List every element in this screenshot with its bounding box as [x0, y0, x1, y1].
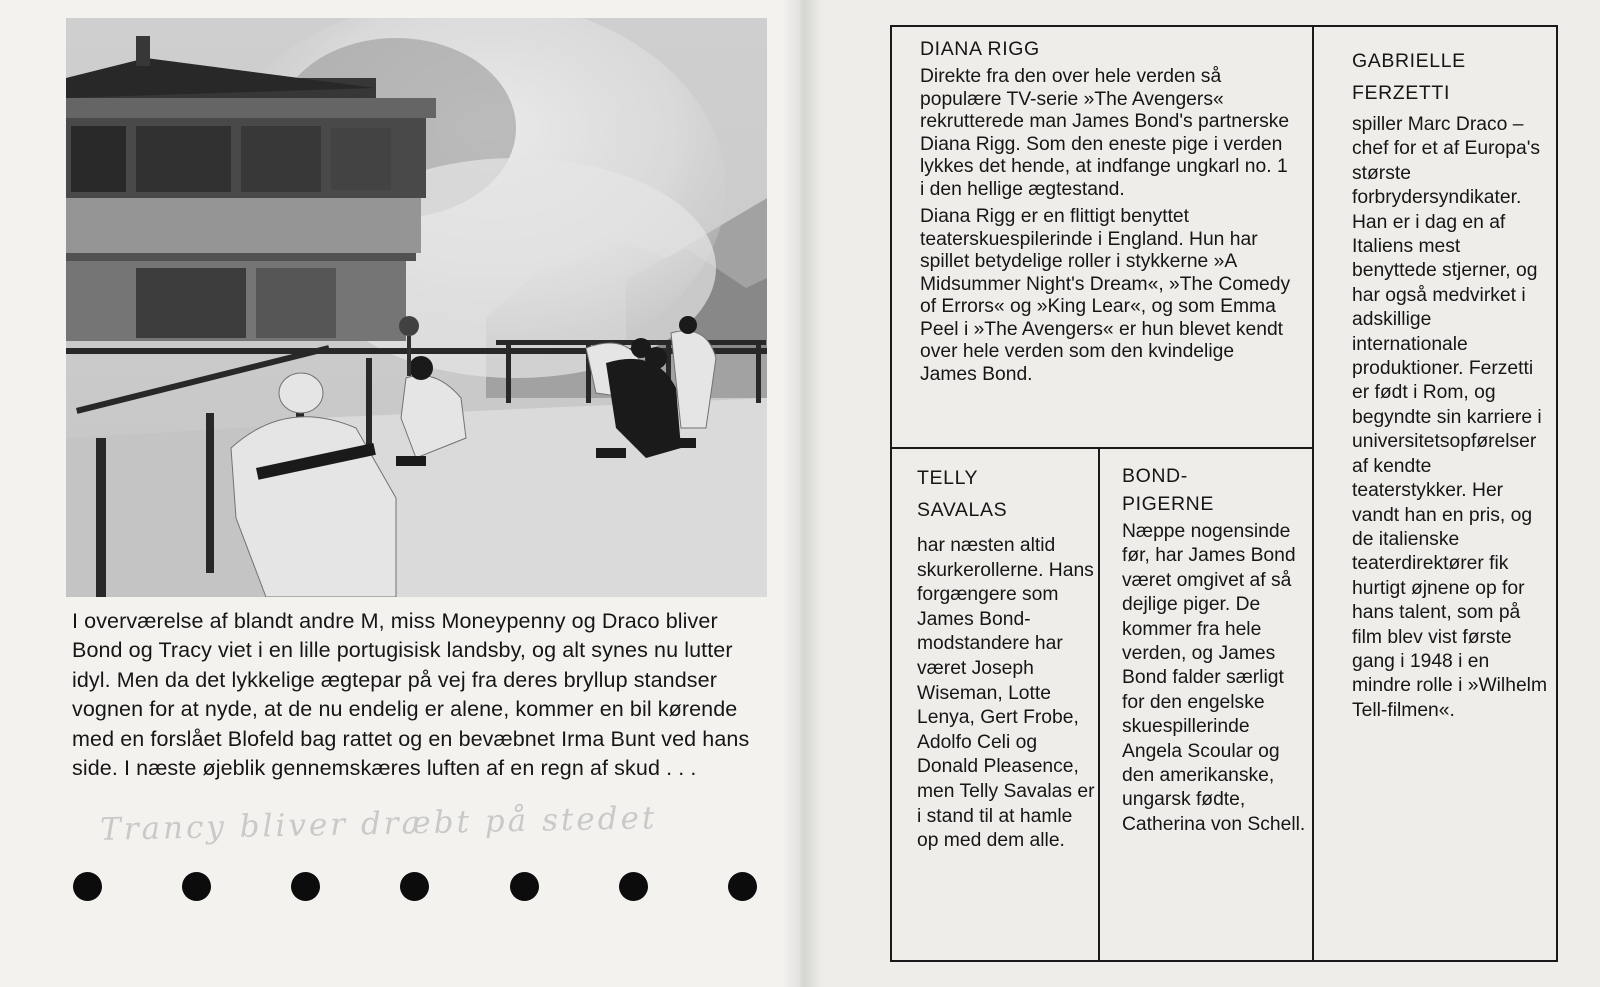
punch-hole: [510, 872, 539, 901]
punch-hole: [73, 872, 102, 901]
section-telly-savalas: [917, 462, 1097, 854]
punch-hole: [291, 872, 320, 901]
section-body: Næppe nogensinde før, har James Bond været omgivet af så dejlige piger. De kommer fra hele verden, og James Bond falder særligt for den engelske skuespillerinde Angela Scoular og den amerikanske, ungarsk fødte, Catherina von Schell.: [1122, 521, 1306, 835]
section-paragraph: Direkte fra den over hele verden så populære TV-serie »The Avengers« rekrutterede man James Bond's partnerske Diana Rigg. Som den eneste pige i verden lykkes det hende, at indfange ungkarl no. 1 i den hellige ægtestand.: [920, 66, 1290, 200]
section-bond-pigerne: [1122, 462, 1307, 837]
section-body: har næsten altid skurkerollerne. Hans forgængere som James Bond-modstandere har været Joseph Wiseman, Lotte Lenya, Gert Frobe, Adolfo Celi og Donald Pleasence, men Telly Savalas er i stand til at hamle op med dem alle.: [917, 535, 1095, 852]
section-heading: [1352, 45, 1548, 109]
column-divider: [1312, 25, 1314, 960]
punch-hole: [182, 872, 211, 901]
section-heading: DIANA RIGG: [920, 38, 1040, 60]
punch-hole: [728, 872, 757, 901]
section-body: spiller Marc Draco – chef for et af Europa's største forbrydersyndikater. Han er i dag en af Italiens mest benyttede stjerner, og har også medvirket i adskillige internationale produktioner. Ferzetti er født i Rom, og begyndte sin karriere i universitetsopførelser af kendte teaterstykker. Her vandt han en pris, og de italienske teaterdirektører fik hurtigt øjnene op for hans talent, som på film blev vist første gang i 1948 i en mindre rolle i »Wilhelm Tell-filmen«.: [1352, 114, 1548, 721]
heading-line: BOND-: [1122, 465, 1188, 487]
punch-hole: [400, 872, 429, 901]
section-gabrielle-ferzetti: [1352, 45, 1548, 723]
row-divider: [890, 447, 1312, 449]
punch-hole: [619, 872, 648, 901]
punch-holes: [73, 872, 763, 904]
heading-line: GABRIELLE: [1352, 50, 1466, 72]
photo-caption: I overværelse af blandt andre M, miss Moneypenny og Draco bliver Bond og Tracy viet i en lille portugisisk landsby, og alt synes nu lutter idyl. Men da det lykkelige ægtepar på vej fra deres bryllup standser vognen for at nyde, at de nu endelig er alene, kommer en bil kørende med en forslået Blofeld bag rattet og en bevæbnet Irma Bunt ved hans side. I næste øjeblik gennemskæres luften af en regn af skud . . .: [72, 609, 750, 781]
heading-line: SAVALAS: [917, 499, 1008, 521]
handwritten-note: Trancy bliver dræbt på stedet: [99, 800, 658, 848]
book-gutter: [782, 0, 822, 987]
heading-line: PIGERNE: [1122, 493, 1214, 515]
section-heading: [917, 462, 1097, 526]
heading-line: FERZETTI: [1352, 82, 1450, 104]
heading-line: TELLY: [917, 467, 979, 489]
section-diana-rigg: [920, 34, 1292, 386]
section-heading: [1122, 462, 1307, 518]
section-paragraph: Diana Rigg er en flittigt benyttet teaterskuespilerinde i England. Hun har spillet betydelige roller i stykkerne »A Midsummer Night's Dream«, »The Comedy of Errors« og »King Lear«, og som Emma Peel i »The Avengers« er hun blevet kendt over hele verden som den kvindelige James Bond.: [920, 206, 1291, 385]
scene-photo: [66, 18, 767, 597]
column-divider: [1098, 447, 1100, 960]
